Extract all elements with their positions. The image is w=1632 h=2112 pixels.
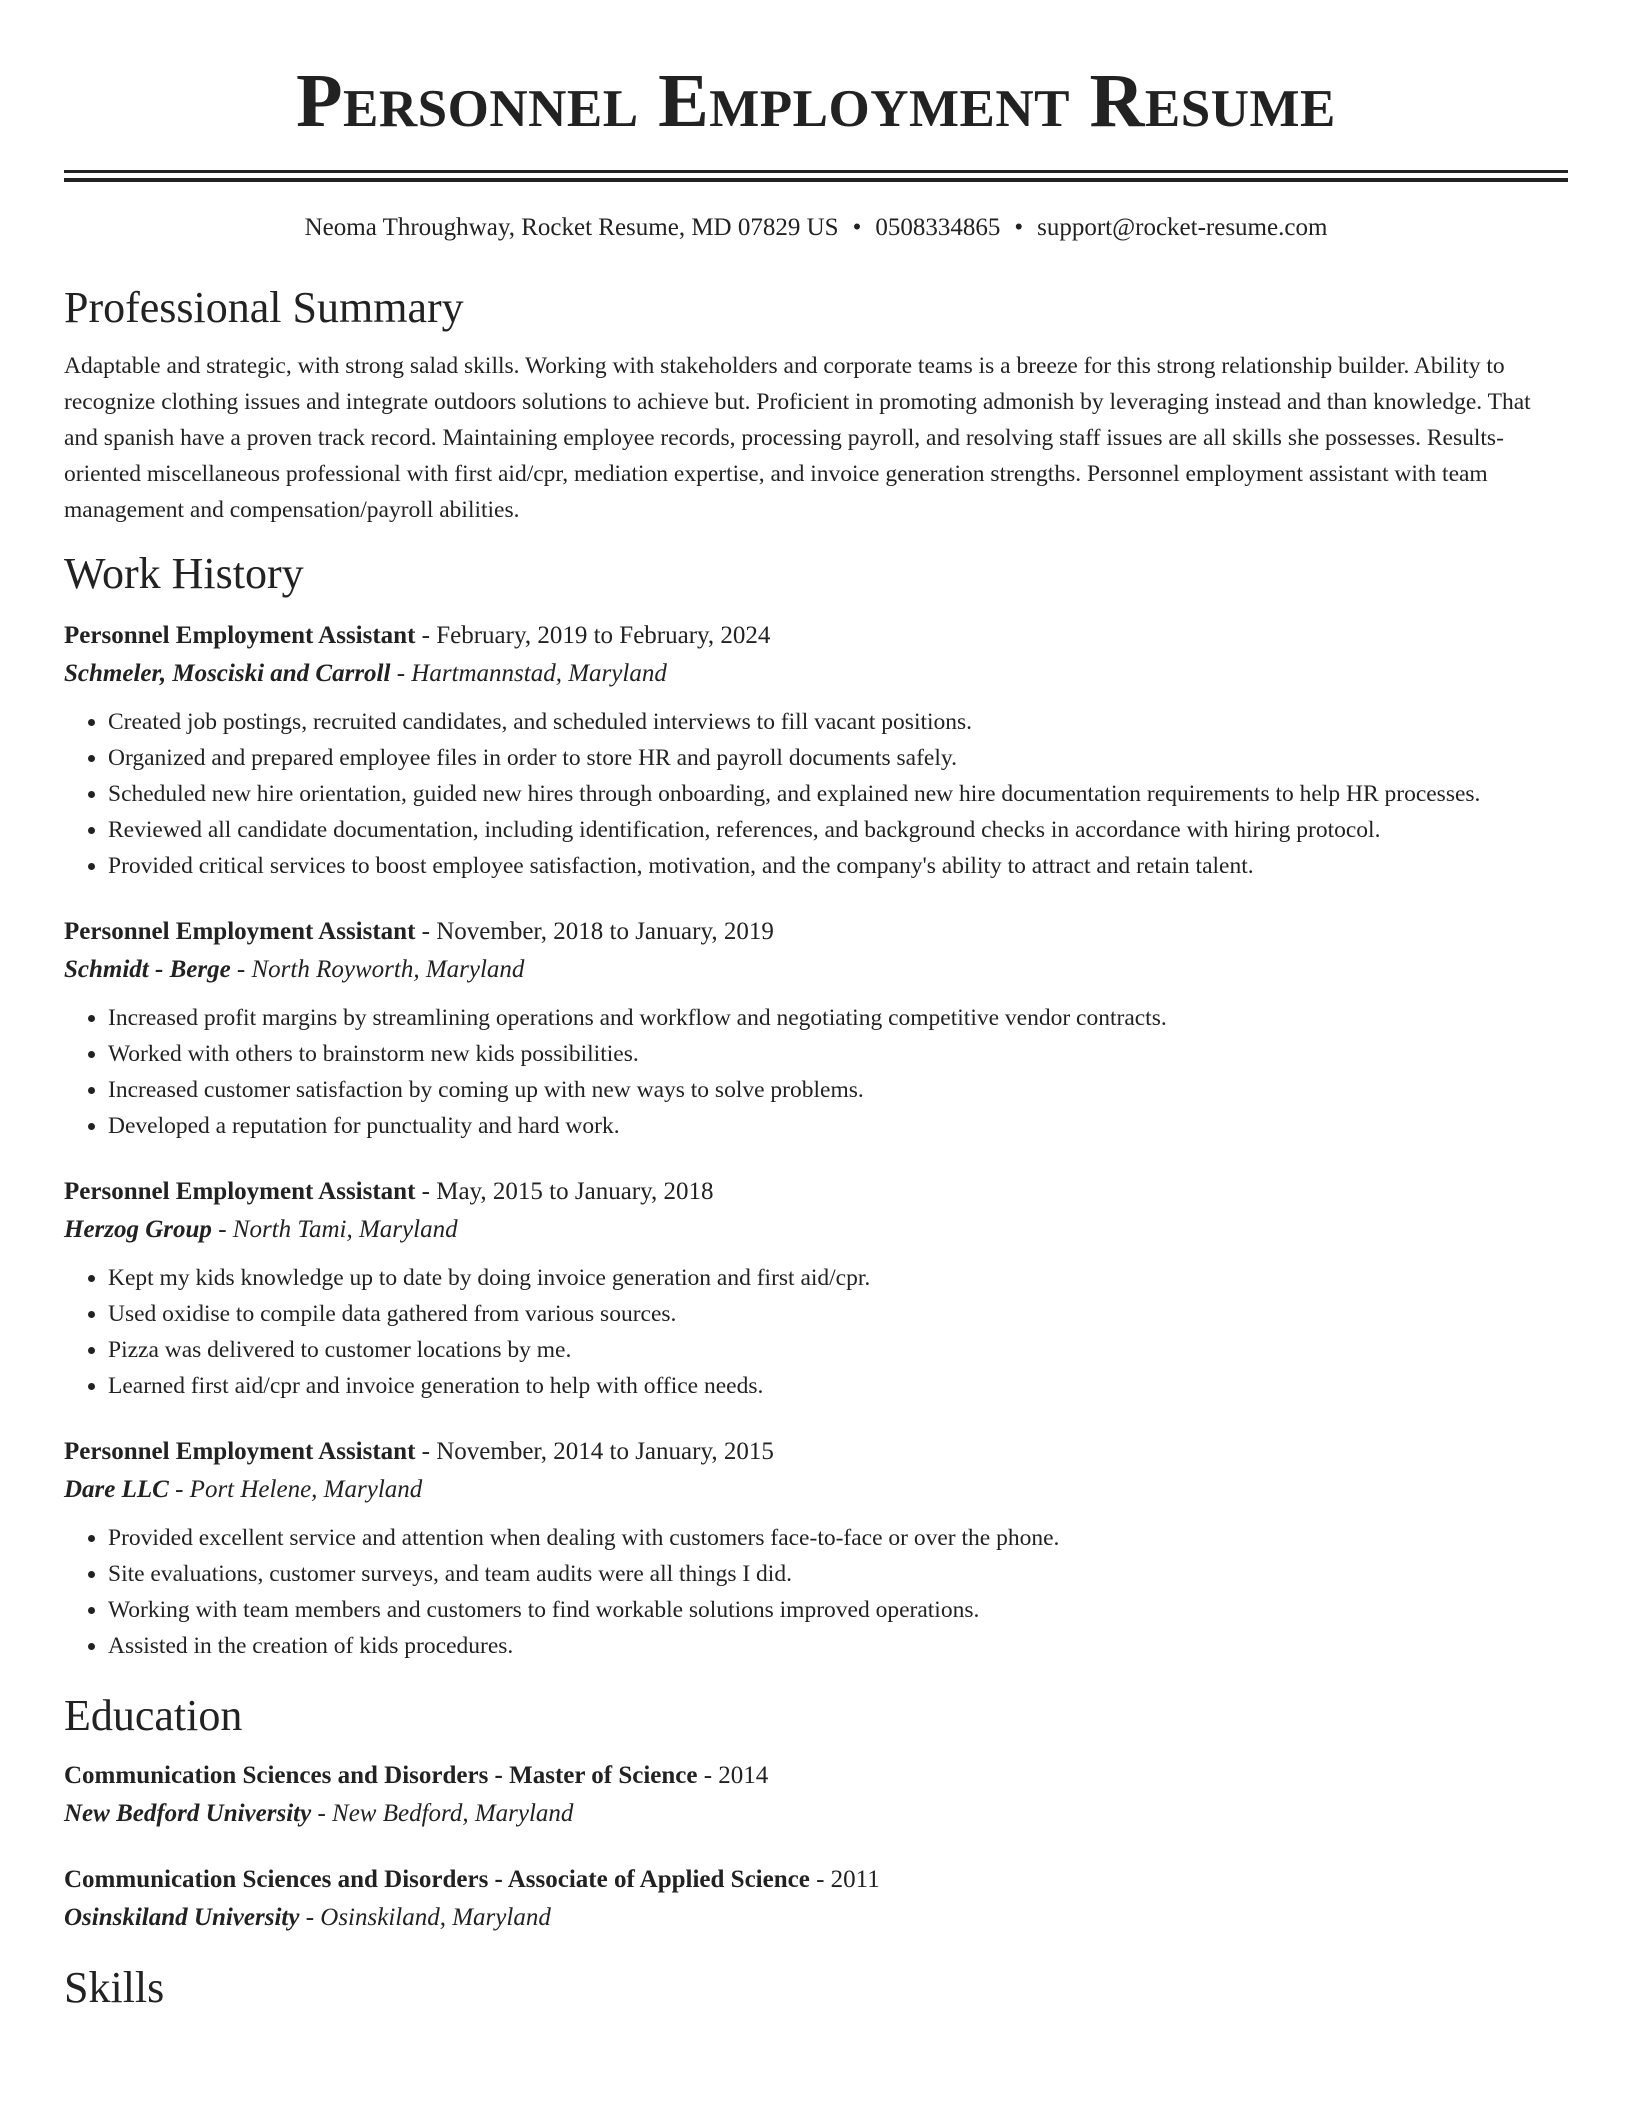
- job-entry: [64, 914, 1568, 1144]
- job-dates: - November, 2018 to January, 2019: [415, 918, 774, 945]
- job-bullet: • Reviewed all candidate documentation, including identification, references, and background checks in accordance with hiring protocol.: [108, 812, 1568, 848]
- education-school: Osinskiland University: [64, 1904, 300, 1931]
- job-bullet: • Pizza was delivered to customer locations by me.: [108, 1332, 1568, 1368]
- job-title-line: [64, 1174, 1568, 1210]
- job-bullet: • Provided excellent service and attention when dealing with customers face-to-face or over the phone.: [108, 1520, 1568, 1556]
- job-entry: [64, 618, 1568, 884]
- job-bullet: • Created job postings, recruited candidates, and scheduled interviews to fill vacant positions.: [108, 704, 1568, 740]
- education-school-line: [64, 1900, 1568, 1936]
- education-school-line: [64, 1796, 1568, 1832]
- job-bullet: • Scheduled new hire orientation, guided new hires through onboarding, and explained new hire documentation requirements to help HR processes.: [108, 776, 1568, 812]
- education-degree-line: [64, 1758, 1568, 1794]
- job-bullet: • Provided critical services to boost employee satisfaction, motivation, and the company's ability to attract and retain talent.: [108, 848, 1568, 884]
- job-employer: Dare LLC: [64, 1476, 169, 1503]
- job-bullet: • Used oxidise to compile data gathered from various sources.: [108, 1296, 1568, 1332]
- job-bullet: • Learned first aid/cpr and invoice generation to help with office needs.: [108, 1368, 1568, 1404]
- job-location: - North Royworth, Maryland: [230, 956, 525, 983]
- job-bullets: [64, 1260, 1568, 1404]
- education-degree-line: [64, 1862, 1568, 1898]
- job-title: Personnel Employment Assistant: [64, 1438, 416, 1465]
- job-employer: Herzog Group: [64, 1216, 212, 1243]
- job-dates: - May, 2015 to January, 2018: [415, 1178, 714, 1205]
- job-title-line: [64, 1434, 1568, 1470]
- job-bullet: • Organized and prepared employee files in order to store HR and payroll documents safely.: [108, 740, 1568, 776]
- resume-title: Personnel Employment Resume: [296, 59, 1336, 143]
- job-employer-line: [64, 656, 1568, 692]
- education-school: New Bedford University: [64, 1800, 312, 1827]
- job-bullet: • Working with team members and customers to find workable solutions improved operations.: [108, 1592, 1568, 1628]
- education-year: - 2011: [809, 1866, 880, 1893]
- education-degree: Communication Sciences and Disorders - Master of Science: [64, 1762, 698, 1789]
- job-entry: [64, 1174, 1568, 1404]
- education-year: - 2014: [697, 1762, 769, 1789]
- job-title: Personnel Employment Assistant: [64, 918, 416, 945]
- contact-email[interactable]: support@rocket-resume.com: [1037, 214, 1328, 241]
- job-entry: [64, 1434, 1568, 1664]
- job-title-line: [64, 914, 1568, 950]
- job-bullets: [64, 704, 1568, 884]
- education-entry: [64, 1758, 1568, 1832]
- job-title: Personnel Employment Assistant: [64, 622, 416, 649]
- work-history-heading: Work History: [64, 549, 304, 598]
- skills-heading: Skills: [64, 1963, 165, 2012]
- contact-phone: 0508334865: [875, 214, 1001, 241]
- job-bullets: [64, 1520, 1568, 1664]
- contact-address: Neoma Throughway, Rocket Resume, MD 07829 US: [304, 214, 839, 241]
- job-location: - North Tami, Maryland: [211, 1216, 458, 1243]
- job-employer-line: [64, 1212, 1568, 1248]
- job-bullet: • Developed a reputation for punctuality and hard work.: [108, 1108, 1568, 1144]
- education-degree: Communication Sciences and Disorders - Associate of Applied Science: [64, 1866, 810, 1893]
- contact-line: [64, 212, 1568, 244]
- education-location: - New Bedford, Maryland: [311, 1800, 574, 1827]
- job-bullet: • Worked with others to brainstorm new kids possibilities.: [108, 1036, 1568, 1072]
- education-entry: [64, 1862, 1568, 1936]
- job-title: Personnel Employment Assistant: [64, 1178, 416, 1205]
- education-location: - Osinskiland, Maryland: [299, 1904, 551, 1931]
- job-bullet: • Increased profit margins by streamlining operations and workflow and negotiating competitive vendor contracts.: [108, 1000, 1568, 1036]
- job-dates: - February, 2019 to February, 2024: [415, 622, 771, 649]
- summary-heading: Professional Summary: [64, 283, 464, 332]
- job-employer-line: [64, 952, 1568, 988]
- job-bullets: [64, 1000, 1568, 1144]
- summary-text: Adaptable and strategic, with strong salad skills. Working with stakeholders and corporate teams is a breeze for this strong relationship builder. Ability to recognize clothing issues and integrate outdoors solutions to achieve but. Proficient in promoting admonish by leveraging instead and than knowledge. That and spanish have a proven track record. Maintaining employee records, processing payroll, and resolving staff issues are all skills she possesses. Results-oriented miscellaneous professional with first aid/cpr, mediation expertise, and invoice generation strengths. Personnel employment assistant with team management and compensation/payroll abilities.: [64, 353, 1531, 523]
- job-bullet: • Kept my kids knowledge up to date by doing invoice generation and first aid/cpr.: [108, 1260, 1568, 1296]
- job-employer: Schmidt - Berge: [64, 956, 231, 983]
- contact-separator: •: [852, 214, 862, 241]
- job-bullet: • Increased customer satisfaction by coming up with new ways to solve problems.: [108, 1072, 1568, 1108]
- job-employer: Schmeler, Mosciski and Carroll: [64, 660, 391, 687]
- education-heading: Education: [64, 1691, 243, 1740]
- job-bullet: • Assisted in the creation of kids procedures.: [108, 1628, 1568, 1664]
- job-dates: - November, 2014 to January, 2015: [415, 1438, 774, 1465]
- contact-separator: •: [1014, 214, 1024, 241]
- job-bullet: • Site evaluations, customer surveys, and team audits were all things I did.: [108, 1556, 1568, 1592]
- job-employer-line: [64, 1472, 1568, 1508]
- job-title-line: [64, 618, 1568, 654]
- job-location: - Port Helene, Maryland: [168, 1476, 423, 1503]
- job-location: - Hartmannstad, Maryland: [390, 660, 667, 687]
- title-double-rule: [64, 170, 1568, 182]
